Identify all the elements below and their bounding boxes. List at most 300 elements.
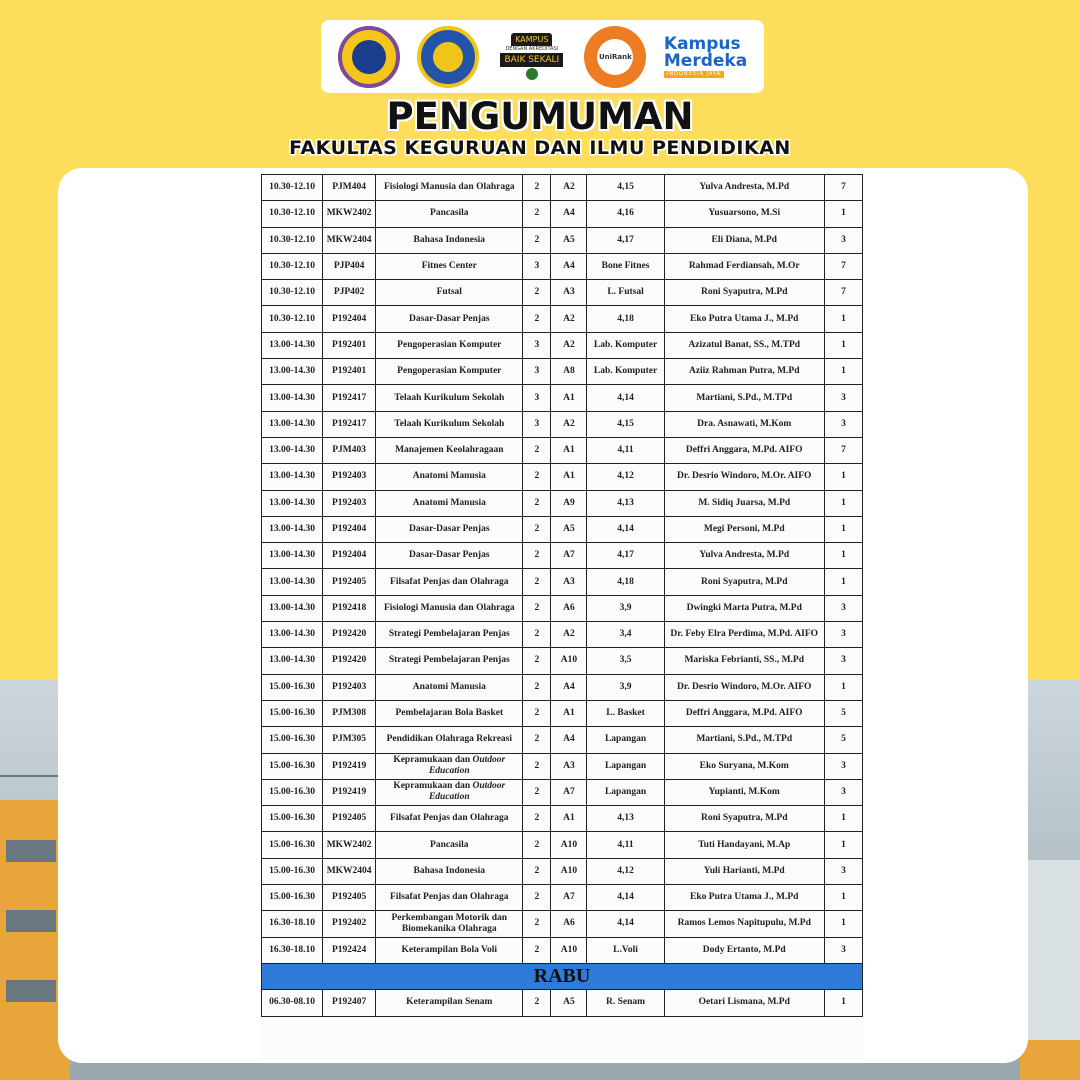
cell-code: MKW2404 — [323, 227, 376, 253]
cell-room: Lapangan — [587, 727, 664, 753]
lamp-post — [0, 775, 60, 777]
cell-time: 15.00-16.30 — [262, 779, 323, 805]
cell-lecturer: Martiani, S.Pd., M.TPd — [664, 385, 824, 411]
building-right-base — [1020, 1040, 1080, 1080]
cell-sks: 2 — [523, 806, 551, 832]
table-row — [262, 516, 863, 542]
table-row — [262, 385, 863, 411]
cell-code: P192404 — [323, 306, 376, 332]
cell-code: P192417 — [323, 411, 376, 437]
cell-room: 4,15 — [587, 411, 664, 437]
cell-time: 10.30-12.10 — [262, 201, 323, 227]
cell-lecturer: Eli Diana, M.Pd — [664, 227, 824, 253]
cell-class: A4 — [551, 253, 587, 279]
cell-sem: 1 — [824, 201, 862, 227]
cell-course: Telaah Kurikulum Sekolah — [376, 385, 523, 411]
cell-room: R. Senam — [587, 990, 664, 1016]
cell-lecturer: Oetari Lismana, M.Pd — [664, 990, 824, 1016]
cell-time: 15.00-16.30 — [262, 674, 323, 700]
cell-sem: 1 — [824, 806, 862, 832]
cell-sks: 3 — [523, 253, 551, 279]
cell-code: P192418 — [323, 595, 376, 621]
cell-class: A6 — [551, 595, 587, 621]
cell-time: 15.00-16.30 — [262, 806, 323, 832]
accreditation-line1: KAMPUS — [511, 33, 552, 46]
cell-time: 15.00-16.30 — [262, 885, 323, 911]
table-row — [262, 911, 863, 937]
table-row — [262, 674, 863, 700]
cell-course: Keterampilan Bola Voli — [376, 937, 523, 963]
cell-lecturer: Dr. Feby Elra Perdima, M.Pd. AIFO — [664, 622, 824, 648]
cell-room: Bone Fitnes — [587, 253, 664, 279]
cell-sks: 2 — [523, 937, 551, 963]
cell-code: P192403 — [323, 464, 376, 490]
cell-class: A2 — [551, 175, 587, 201]
cell-lecturer: Yulva Andresta, M.Pd — [664, 543, 824, 569]
cell-room: 4,11 — [587, 437, 664, 463]
window — [6, 910, 56, 932]
cell-sem: 1 — [824, 885, 862, 911]
table-row — [262, 253, 863, 279]
cell-sks: 3 — [523, 359, 551, 385]
cell-lecturer: Dr. Desrio Windoro, M.Or. AIFO — [664, 464, 824, 490]
cell-code: PJM308 — [323, 700, 376, 726]
cell-course: Pancasila — [376, 201, 523, 227]
table-row — [262, 332, 863, 358]
cell-room: Lab. Komputer — [587, 359, 664, 385]
cell-course: Dasar-Dasar Penjas — [376, 306, 523, 332]
cell-room: 4,13 — [587, 806, 664, 832]
cell-course: Strategi Pembelajaran Penjas — [376, 648, 523, 674]
cell-sem: 3 — [824, 753, 862, 779]
cell-room: 3,9 — [587, 595, 664, 621]
cell-lecturer: Tuti Handayani, M.Ap — [664, 832, 824, 858]
cell-lecturer: Yulva Andresta, M.Pd — [664, 175, 824, 201]
cell-time: 16.30-18.10 — [262, 911, 323, 937]
cell-code: P192420 — [323, 648, 376, 674]
logo-bar — [321, 20, 764, 93]
cell-room: 4,11 — [587, 832, 664, 858]
cell-time: 06.30-08.10 — [262, 990, 323, 1016]
cell-room: 4,14 — [587, 385, 664, 411]
cell-room: Lapangan — [587, 753, 664, 779]
cell-sks: 2 — [523, 306, 551, 332]
table-row — [262, 359, 863, 385]
cell-sks: 3 — [523, 332, 551, 358]
course-text: Kepramukaan dan — [393, 755, 471, 766]
cell-class: A7 — [551, 543, 587, 569]
cell-sem: 1 — [824, 306, 862, 332]
cell-course: Dasar-Dasar Penjas — [376, 516, 523, 542]
day-banner-row — [262, 963, 863, 989]
cell-code: P192402 — [323, 911, 376, 937]
cell-lecturer: Yuli Harianti, M.Pd — [664, 858, 824, 884]
cell-lecturer: Roni Syaputra, M.Pd — [664, 806, 824, 832]
cell-sks: 2 — [523, 858, 551, 884]
cell-lecturer: Dwingki Marta Putra, M.Pd — [664, 595, 824, 621]
cell-room: L.Voli — [587, 937, 664, 963]
kampus-merdeka-line2: Merdeka — [663, 50, 748, 71]
cell-room: 4,18 — [587, 306, 664, 332]
table-row — [262, 937, 863, 963]
cell-time: 10.30-12.10 — [262, 227, 323, 253]
cell-code: P192419 — [323, 779, 376, 805]
accreditation-logo — [497, 29, 567, 85]
cell-lecturer: Deffri Anggara, M.Pd. AIFO — [664, 700, 824, 726]
cell-course: Filsafat Penjas dan Olahraga — [376, 569, 523, 595]
cell-code: P192417 — [323, 385, 376, 411]
cell-sem: 1 — [824, 990, 862, 1016]
cell-class: A10 — [551, 832, 587, 858]
cell-code: P192401 — [323, 332, 376, 358]
cell-course: Strategi Pembelajaran Penjas — [376, 622, 523, 648]
cell-time: 15.00-16.30 — [262, 727, 323, 753]
table-row — [262, 700, 863, 726]
cell-lecturer: Ramos Lemos Napitupulu, M.Pd — [664, 911, 824, 937]
cell-time: 13.00-14.30 — [262, 385, 323, 411]
cell-sem: 1 — [824, 911, 862, 937]
cell-code: P192424 — [323, 937, 376, 963]
cell-sks: 2 — [523, 569, 551, 595]
university-logo — [338, 26, 400, 88]
cell-sem: 3 — [824, 937, 862, 963]
unirank-logo — [584, 26, 646, 88]
cell-time: 10.30-12.10 — [262, 253, 323, 279]
cell-lecturer: Eko Putra Utama J., M.Pd — [664, 885, 824, 911]
cell-class: A3 — [551, 753, 587, 779]
cell-room: 4,12 — [587, 464, 664, 490]
window — [6, 840, 56, 862]
cell-code: MKW2404 — [323, 858, 376, 884]
cell-class: A1 — [551, 806, 587, 832]
cell-room: 4,16 — [587, 201, 664, 227]
cell-sks: 2 — [523, 437, 551, 463]
cell-time: 15.00-16.30 — [262, 700, 323, 726]
cell-sem: 7 — [824, 175, 862, 201]
window — [6, 980, 56, 1002]
table-row — [262, 437, 863, 463]
course-text-continued: Outdoor Education — [428, 755, 506, 777]
cell-lecturer: Yusuarsono, M.Si — [664, 201, 824, 227]
cell-lecturer: Deffri Anggara, M.Pd. AIFO — [664, 437, 824, 463]
cell-sem: 1 — [824, 490, 862, 516]
cell-lecturer: Dody Ertanto, M.Pd — [664, 937, 824, 963]
cell-code: P192404 — [323, 543, 376, 569]
cell-sem: 3 — [824, 385, 862, 411]
cell-room: 4,15 — [587, 175, 664, 201]
cell-sem: 3 — [824, 858, 862, 884]
cell-sks: 3 — [523, 385, 551, 411]
table-row — [262, 490, 863, 516]
cell-room: 4,17 — [587, 543, 664, 569]
table-row — [262, 175, 863, 201]
cell-sem: 1 — [824, 516, 862, 542]
cell-time: 15.00-16.30 — [262, 858, 323, 884]
page-subtitle: FAKULTAS KEGURUAN DAN ILMU PENDIDIKAN — [289, 137, 791, 159]
cell-room: 3,4 — [587, 622, 664, 648]
cell-class: A5 — [551, 516, 587, 542]
cell-sem: 5 — [824, 727, 862, 753]
cell-sem: 3 — [824, 227, 862, 253]
cell-sem: 3 — [824, 595, 862, 621]
cell-code: P192405 — [323, 885, 376, 911]
course-text-continued: Biomekanika Olahraga — [401, 923, 497, 934]
cell-sks: 2 — [523, 280, 551, 306]
cell-class: A4 — [551, 201, 587, 227]
cell-course: Bahasa Indonesia — [376, 227, 523, 253]
cell-sks: 2 — [523, 753, 551, 779]
table-row — [262, 201, 863, 227]
cell-course: Keterampilan Senam — [376, 990, 523, 1016]
cell-lecturer: Rahmad Ferdiansah, M.Or — [664, 253, 824, 279]
cell-time: 10.30-12.10 — [262, 175, 323, 201]
cell-code: MKW2402 — [323, 832, 376, 858]
day-banner: RABU — [262, 963, 863, 989]
cell-class: A2 — [551, 306, 587, 332]
table-row — [262, 648, 863, 674]
cell-room: 3,9 — [587, 674, 664, 700]
cell-sks: 2 — [523, 885, 551, 911]
cell-sem: 3 — [824, 411, 862, 437]
unirank-label: UniRank — [598, 52, 632, 61]
cell-course — [376, 779, 523, 805]
cell-sks: 2 — [523, 648, 551, 674]
cell-sks: 2 — [523, 490, 551, 516]
cell-room: 4,13 — [587, 490, 664, 516]
table-row — [262, 464, 863, 490]
cell-class: A2 — [551, 622, 587, 648]
page-title: PENGUMUMAN — [386, 95, 694, 138]
cell-sks: 2 — [523, 464, 551, 490]
cell-class: A3 — [551, 280, 587, 306]
cell-class: A2 — [551, 332, 587, 358]
cell-time: 13.00-14.30 — [262, 464, 323, 490]
schedule-table — [261, 174, 863, 1017]
seal-icon — [526, 68, 538, 80]
cell-sem: 3 — [824, 648, 862, 674]
cell-sks: 3 — [523, 411, 551, 437]
cell-class: A6 — [551, 911, 587, 937]
cell-class: A10 — [551, 648, 587, 674]
cell-course: Dasar-Dasar Penjas — [376, 543, 523, 569]
cell-code: P192405 — [323, 806, 376, 832]
table-row — [262, 753, 863, 779]
cell-sem: 3 — [824, 779, 862, 805]
cell-sks: 2 — [523, 700, 551, 726]
cell-course: Fitnes Center — [376, 253, 523, 279]
cell-time: 15.00-16.30 — [262, 832, 323, 858]
cell-sem: 1 — [824, 674, 862, 700]
cell-lecturer: M. Sidiq Juarsa, M.Pd — [664, 490, 824, 516]
cell-lecturer: Dr. Desrio Windoro, M.Or. AIFO — [664, 674, 824, 700]
cell-sem: 1 — [824, 832, 862, 858]
cell-code: P192420 — [323, 622, 376, 648]
cell-course: Pendidikan Olahraga Rekreasi — [376, 727, 523, 753]
cell-room: 3,5 — [587, 648, 664, 674]
cell-class: A7 — [551, 885, 587, 911]
accreditation-line3: BAIK SEKALI — [500, 53, 563, 67]
table-row — [262, 543, 863, 569]
cell-lecturer: Yupianti, M.Kom — [664, 779, 824, 805]
cell-code: P192401 — [323, 359, 376, 385]
cell-time: 16.30-18.10 — [262, 937, 323, 963]
cell-room: L. Basket — [587, 700, 664, 726]
cell-lecturer: Aziiz Rahman Putra, M.Pd — [664, 359, 824, 385]
cell-course: Telaah Kurikulum Sekolah — [376, 411, 523, 437]
cell-course — [376, 911, 523, 937]
cell-sem: 7 — [824, 437, 862, 463]
cell-course: Anatomi Manusia — [376, 674, 523, 700]
cell-class: A1 — [551, 700, 587, 726]
kampus-merdeka-line3: INDONESIA JAYA — [664, 71, 724, 78]
table-row — [262, 858, 863, 884]
cell-class: A7 — [551, 779, 587, 805]
cell-course: Filsafat Penjas dan Olahraga — [376, 806, 523, 832]
cell-sks: 2 — [523, 779, 551, 805]
table-row — [262, 885, 863, 911]
cell-lecturer: Martiani, S.Pd., M.TPd — [664, 727, 824, 753]
cell-sks: 2 — [523, 727, 551, 753]
cell-time: 15.00-16.30 — [262, 753, 323, 779]
cell-time: 13.00-14.30 — [262, 411, 323, 437]
cell-code: P192403 — [323, 490, 376, 516]
cell-room: Lapangan — [587, 779, 664, 805]
cell-sem: 7 — [824, 253, 862, 279]
cell-sks: 2 — [523, 990, 551, 1016]
cell-lecturer: Eko Suryana, M.Kom — [664, 753, 824, 779]
cell-course: Anatomi Manusia — [376, 490, 523, 516]
cell-lecturer: Roni Syaputra, M.Pd — [664, 280, 824, 306]
cell-course — [376, 753, 523, 779]
cell-time: 13.00-14.30 — [262, 359, 323, 385]
cell-time: 13.00-14.30 — [262, 622, 323, 648]
cell-course: Futsal — [376, 280, 523, 306]
cell-time: 13.00-14.30 — [262, 437, 323, 463]
cell-time: 13.00-14.30 — [262, 332, 323, 358]
cell-time: 13.00-14.30 — [262, 648, 323, 674]
cell-class: A4 — [551, 727, 587, 753]
cell-course: Bahasa Indonesia — [376, 858, 523, 884]
cell-code: P192404 — [323, 516, 376, 542]
cell-course: Fisiologi Manusia dan Olahraga — [376, 175, 523, 201]
cell-room: Lab. Komputer — [587, 332, 664, 358]
cell-room: 4,12 — [587, 858, 664, 884]
cell-code: PJP404 — [323, 253, 376, 279]
cell-sks: 2 — [523, 622, 551, 648]
cell-class: A4 — [551, 674, 587, 700]
table-row — [262, 806, 863, 832]
table-row — [262, 622, 863, 648]
cell-sks: 2 — [523, 201, 551, 227]
kampus-merdeka-line1: Kampus — [663, 33, 741, 54]
cell-sem: 3 — [824, 622, 862, 648]
cell-class: A1 — [551, 385, 587, 411]
cell-class: A10 — [551, 937, 587, 963]
cell-time: 10.30-12.10 — [262, 280, 323, 306]
cell-course: Pancasila — [376, 832, 523, 858]
cell-lecturer: Azizatul Banat, SS., M.TPd — [664, 332, 824, 358]
cell-lecturer: Mariska Febrianti, SS., M.Pd — [664, 648, 824, 674]
cell-lecturer: Megi Personi, M.Pd — [664, 516, 824, 542]
cell-course: Pengoperasian Komputer — [376, 359, 523, 385]
cell-course: Anatomi Manusia — [376, 464, 523, 490]
accreditation-line2: DENGAN AKREDITASI — [505, 46, 559, 52]
cell-room: 4,18 — [587, 569, 664, 595]
cell-class: A1 — [551, 437, 587, 463]
cell-sks: 2 — [523, 543, 551, 569]
cell-lecturer: Eko Putra Utama J., M.Pd — [664, 306, 824, 332]
cell-class: A1 — [551, 464, 587, 490]
cell-class: A2 — [551, 411, 587, 437]
cell-sks: 2 — [523, 674, 551, 700]
schedule-document — [261, 174, 863, 1060]
cell-sks: 2 — [523, 911, 551, 937]
cell-room: 4,14 — [587, 911, 664, 937]
cell-code: PJM404 — [323, 175, 376, 201]
cell-room: L. Futsal — [587, 280, 664, 306]
cell-room: 4,17 — [587, 227, 664, 253]
table-row — [262, 990, 863, 1016]
cell-sem: 1 — [824, 332, 862, 358]
cell-code: P192403 — [323, 674, 376, 700]
cell-time: 13.00-14.30 — [262, 516, 323, 542]
cell-code: PJM403 — [323, 437, 376, 463]
cell-course: Manajemen Keolahragaan — [376, 437, 523, 463]
cell-time: 13.00-14.30 — [262, 490, 323, 516]
cell-code: PJM305 — [323, 727, 376, 753]
cell-lecturer: Dra. Asnawati, M.Kom — [664, 411, 824, 437]
cell-sem: 5 — [824, 700, 862, 726]
cell-sks: 2 — [523, 832, 551, 858]
cell-class: A5 — [551, 990, 587, 1016]
announcement-card — [58, 168, 1028, 1063]
cell-class: A5 — [551, 227, 587, 253]
cell-room: 4,14 — [587, 885, 664, 911]
cell-class: A9 — [551, 490, 587, 516]
cell-code: P192407 — [323, 990, 376, 1016]
cell-lecturer: Roni Syaputra, M.Pd — [664, 569, 824, 595]
cell-sks: 2 — [523, 595, 551, 621]
cell-time: 13.00-14.30 — [262, 569, 323, 595]
cell-sem: 1 — [824, 543, 862, 569]
cell-code: PJP402 — [323, 280, 376, 306]
cell-course: Pengoperasian Komputer — [376, 332, 523, 358]
cell-sks: 2 — [523, 175, 551, 201]
cell-room: 4,14 — [587, 516, 664, 542]
cell-time: 13.00-14.30 — [262, 595, 323, 621]
cell-class: A10 — [551, 858, 587, 884]
course-text-continued: Outdoor Education — [428, 781, 506, 803]
table-row — [262, 280, 863, 306]
kampus-merdeka-logo — [663, 33, 748, 78]
cell-time: 10.30-12.10 — [262, 306, 323, 332]
table-row — [262, 595, 863, 621]
cell-course: Fisiologi Manusia dan Olahraga — [376, 595, 523, 621]
cell-class: A8 — [551, 359, 587, 385]
cell-sem: 1 — [824, 569, 862, 595]
cell-sks: 2 — [523, 516, 551, 542]
table-row — [262, 569, 863, 595]
cell-sem: 1 — [824, 464, 862, 490]
cell-code: P192405 — [323, 569, 376, 595]
cell-sem: 1 — [824, 359, 862, 385]
table-row — [262, 227, 863, 253]
table-row — [262, 306, 863, 332]
cell-sks: 2 — [523, 227, 551, 253]
cell-code: MKW2402 — [323, 201, 376, 227]
faculty-logo — [417, 26, 479, 88]
table-row — [262, 832, 863, 858]
